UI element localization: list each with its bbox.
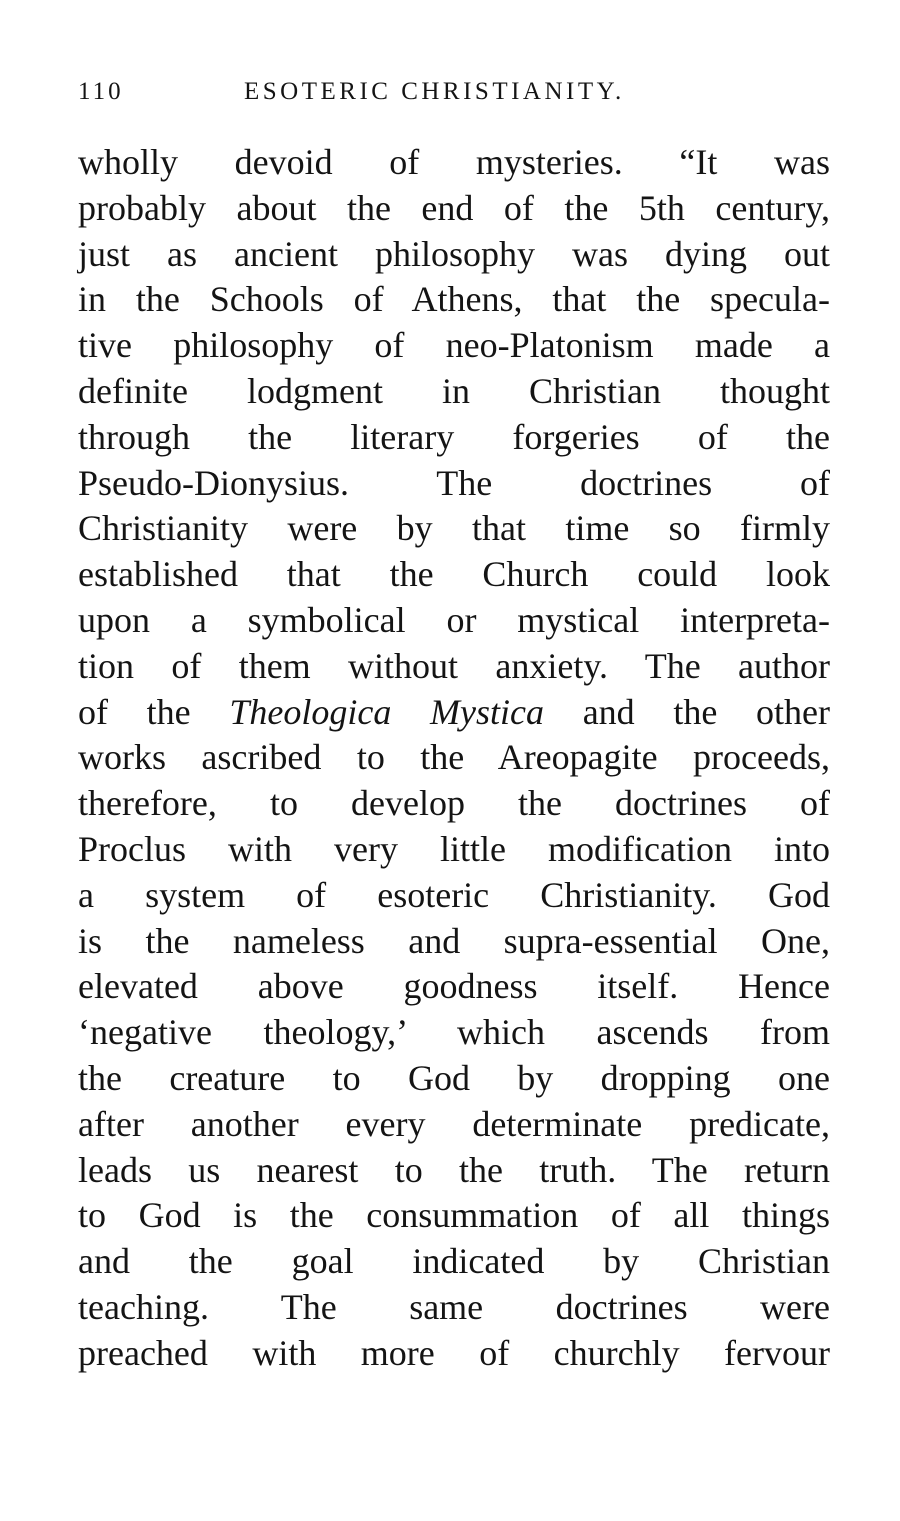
text-run: Proclus with very little modification into (78, 828, 830, 869)
text-run: the creature to God by dropping one (78, 1057, 830, 1098)
text-run: and the goal indicated by Christian (78, 1241, 830, 1282)
text-line (78, 323, 830, 369)
text-line (78, 1193, 830, 1239)
page-number: 110 (78, 78, 124, 105)
text-run: is the nameless and supra-essential One, (78, 920, 830, 961)
text-run: through the literary forgeries of the (78, 416, 830, 457)
text-line (78, 1010, 830, 1056)
text-run: Pseudo-Dionysius. The doctrines of (78, 462, 830, 503)
text-run: leads us nearest to the truth. The return (78, 1149, 830, 1190)
text-line (78, 277, 830, 323)
text-run: teaching. The same doctrines were (78, 1286, 830, 1327)
text-run: after another every determinate predicate, (78, 1103, 830, 1144)
text-line (78, 1148, 830, 1194)
text-run: to God is the consummation of all things (78, 1195, 830, 1236)
text-run: Christianity were by that time so firmly (78, 508, 830, 549)
italic-title: Mystica (430, 691, 545, 732)
text-line (78, 598, 830, 644)
running-head (78, 72, 838, 112)
text-line (78, 735, 830, 781)
book-title: ESOTERIC CHRISTIANITY. (244, 78, 625, 105)
italic-title: Theologica (229, 691, 392, 732)
text-run: established that the Church could look (78, 554, 830, 595)
text-run: probably about the end of the 5th century, (78, 187, 830, 228)
text-run: works ascribed to the Areopagite proceeds, (78, 737, 830, 778)
text-line (78, 781, 830, 827)
text-run: just as ancient philosophy was dying out (78, 233, 830, 274)
text-run: in the Schools of Athens, that the specula- (78, 279, 830, 320)
text-line (78, 369, 830, 415)
text-line (78, 690, 830, 736)
text-run: and the other (544, 691, 831, 732)
text-run: therefore, to develop the doctrines of (78, 783, 830, 824)
text-run: wholly devoid of mysteries. “It was (78, 142, 830, 182)
text-line (78, 1102, 830, 1148)
text-line (78, 461, 830, 507)
text-line (78, 1331, 830, 1377)
text-line (78, 644, 830, 690)
text-line (78, 964, 830, 1010)
text-line (78, 506, 830, 552)
text-line (78, 140, 830, 186)
text-line (78, 232, 830, 278)
text-line (78, 1239, 830, 1285)
text-run: preached with more of churchly fervour (78, 1332, 830, 1373)
text-run: definite lodgment in Christian thought (78, 370, 830, 411)
text-line (78, 827, 830, 873)
text-run: upon a symbolical or mystical interpreta- (78, 599, 830, 640)
text-run: a system of esoteric Christianity. God (78, 874, 830, 915)
text-line (78, 1056, 830, 1102)
text-run: ‘negative theology,’ which ascends from (78, 1012, 830, 1053)
text-run (391, 692, 430, 732)
text-line (78, 415, 830, 461)
body-text (78, 140, 830, 1377)
text-line (78, 1285, 830, 1331)
text-line (78, 186, 830, 232)
text-line (78, 919, 830, 965)
text-line (78, 552, 830, 598)
text-run: tion of them without anxiety. The author (78, 645, 830, 686)
text-run: tive philosophy of neo-Platonism made a (78, 325, 830, 366)
text-line (78, 873, 830, 919)
text-run: of the (78, 691, 230, 732)
text-run: elevated above goodness itself. Hence (78, 966, 830, 1007)
